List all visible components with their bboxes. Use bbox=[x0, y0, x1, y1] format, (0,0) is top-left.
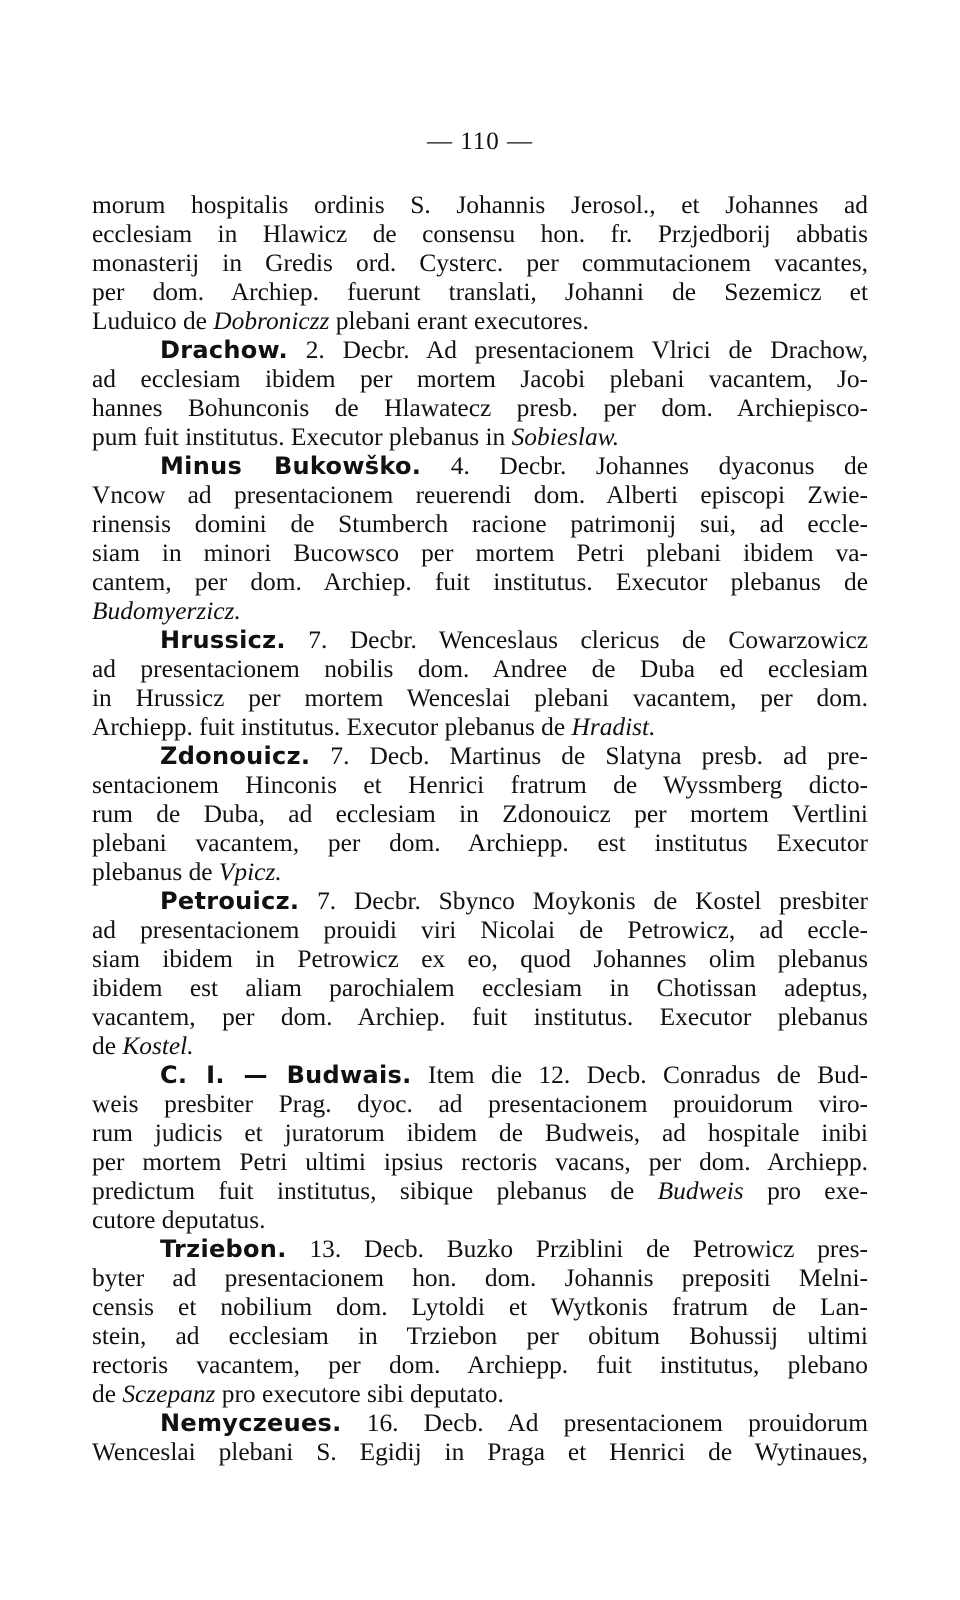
text-line: ecclesiam in Hlawicz de consensu hon. fr. Przjedborij abbatis bbox=[92, 220, 868, 248]
place-name: Minus Bukowško. bbox=[160, 452, 422, 480]
text-line: monasterij in Gredis ord. Cysterc. per commutacionem vacantes, bbox=[92, 249, 868, 277]
place-name: Zdonouicz. bbox=[160, 742, 311, 770]
entry-heading-line: Nemyczeues. 16. Decb. Ad presentacionem prouidorum bbox=[160, 1409, 868, 1437]
text-line: hannes Bohunconis de Hlawatecz presb. per dom. Archiepisco- bbox=[92, 394, 868, 422]
entry-heading-line: Zdonouicz. 7. Decb. Martinus de Slatyna presb. ad pre- bbox=[160, 742, 868, 770]
text-line: predictum fuit institutus, sibique plebanus de Budweis pro exe- bbox=[92, 1177, 869, 1205]
text-line: sentacionem Hinconis et Henrici fratrum de Wyssmberg dicto- bbox=[92, 771, 868, 799]
place-name: Hrussicz. bbox=[160, 626, 286, 654]
text-line: cutore deputatus. bbox=[92, 1206, 266, 1234]
entry-heading-line: Drachow. 2. Decbr. Ad presentacionem Vlrici de Drachow, bbox=[160, 336, 868, 364]
text-line: per dom. Archiep. fuerunt translati, Johanni de Sezemicz et bbox=[92, 278, 868, 306]
text-line: rectoris vacantem, per dom. Archiepp. fuit institutus, plebano bbox=[92, 1351, 868, 1379]
text-line: Budomyerzicz. bbox=[92, 597, 241, 625]
text-line: vacantem, per dom. Archiep. fuit institutus. Executor plebanus bbox=[92, 1003, 868, 1031]
entry-heading-line: Hrussicz. 7. Decbr. Wenceslaus clericus de Cowarzowicz bbox=[160, 626, 868, 654]
text-line: stein, ad ecclesiam in Trziebon per obitum Bohussij ultimi bbox=[92, 1322, 868, 1350]
text-line: de Sczepanz pro executore sibi deputato. bbox=[92, 1380, 504, 1408]
text-line: morum hospitalis ordinis S. Johannis Jerosol., et Johannes ad bbox=[92, 191, 868, 219]
place-name: Nemyczeues. bbox=[160, 1409, 342, 1437]
text-line: ad presentacionem nobilis dom. Andree de Duba ed ecclesiam bbox=[92, 655, 868, 683]
text-line: censis et nobilium dom. Lytoldi et Wytkonis fratrum de Lan- bbox=[92, 1293, 868, 1321]
text-line: rum de Duba, ad ecclesiam in Zdonouicz per mortem Vertlini bbox=[92, 800, 868, 828]
place-name: Budwais. bbox=[286, 1061, 412, 1089]
text-line: plebanus de Vpicz. bbox=[92, 858, 282, 886]
entry-heading-line: C. I. — Budwais. Item die 12. Decb. Conradus de Bud- bbox=[160, 1061, 868, 1089]
page-body bbox=[92, 191, 868, 1467]
text-line: ibidem est aliam parochialem ecclesiam in Chotissan adeptus, bbox=[92, 974, 868, 1002]
entry-heading-line: Minus Bukowško. 4. Decbr. Johannes dyaconus de bbox=[160, 452, 868, 480]
text-line: siam ibidem in Petrowicz ex eo, quod Johannes olim plebanus bbox=[92, 945, 868, 973]
text-line: Wenceslai plebani S. Egidij in Praga et Henrici de Wytinaues, bbox=[92, 1438, 868, 1466]
text-line: ad ecclesiam ibidem per mortem Jacobi plebani vacantem, Jo- bbox=[92, 365, 868, 393]
entry-heading-line: Petrouicz. 7. Decbr. Sbynco Moykonis de Kostel presbiter bbox=[160, 887, 868, 915]
entry-heading-line: Trziebon. 13. Decb. Buzko Prziblini de Petrowicz pres- bbox=[160, 1235, 868, 1263]
text-line: byter ad presentacionem hon. dom. Johannis prepositi Melni- bbox=[92, 1264, 868, 1292]
text-line: ad presentacionem prouidi viri Nicolai de Petrowicz, ad eccle- bbox=[92, 916, 868, 944]
text-line: Archiepp. fuit institutus. Executor plebanus de Hradist. bbox=[92, 713, 656, 741]
place-name: Drachow. bbox=[160, 336, 288, 364]
place-name: Petrouicz. bbox=[160, 887, 300, 915]
page-number: — 110 — bbox=[426, 128, 534, 155]
text-line: weis presbiter Prag. dyoc. ad presentacionem prouidorum viro- bbox=[92, 1090, 868, 1118]
text-line: plebani vacantem, per dom. Archiepp. est institutus Executor bbox=[92, 829, 868, 857]
section-marker: C. I. — bbox=[160, 1061, 287, 1089]
text-line: cantem, per dom. Archiep. fuit institutus. Executor plebanus de bbox=[92, 568, 868, 596]
place-name: Trziebon. bbox=[160, 1235, 287, 1263]
text-line: in Hrussicz per mortem Wenceslai plebani vacantem, per dom. bbox=[92, 684, 868, 712]
text-line: rinensis domini de Stumberch racione patrimonij sui, ad eccle- bbox=[92, 510, 868, 538]
text-line: per mortem Petri ultimi ipsius rectoris vacans, per dom. Archiepp. bbox=[92, 1148, 868, 1176]
text-line: pum fuit institutus. Executor plebanus in Sobieslaw. bbox=[92, 423, 620, 451]
text-line: Luduico de Dobroniczz plebani erant executores. bbox=[92, 307, 589, 335]
text-line: de Kostel. bbox=[92, 1032, 194, 1060]
text-line: rum judicis et juratorum ibidem de Budweis, ad hospitale inibi bbox=[92, 1119, 868, 1147]
text-line: siam in minori Bucowsco per mortem Petri plebani ibidem va- bbox=[92, 539, 868, 567]
text-line: Vncow ad presentacionem reuerendi dom. Alberti episcopi Zwie- bbox=[92, 481, 868, 509]
